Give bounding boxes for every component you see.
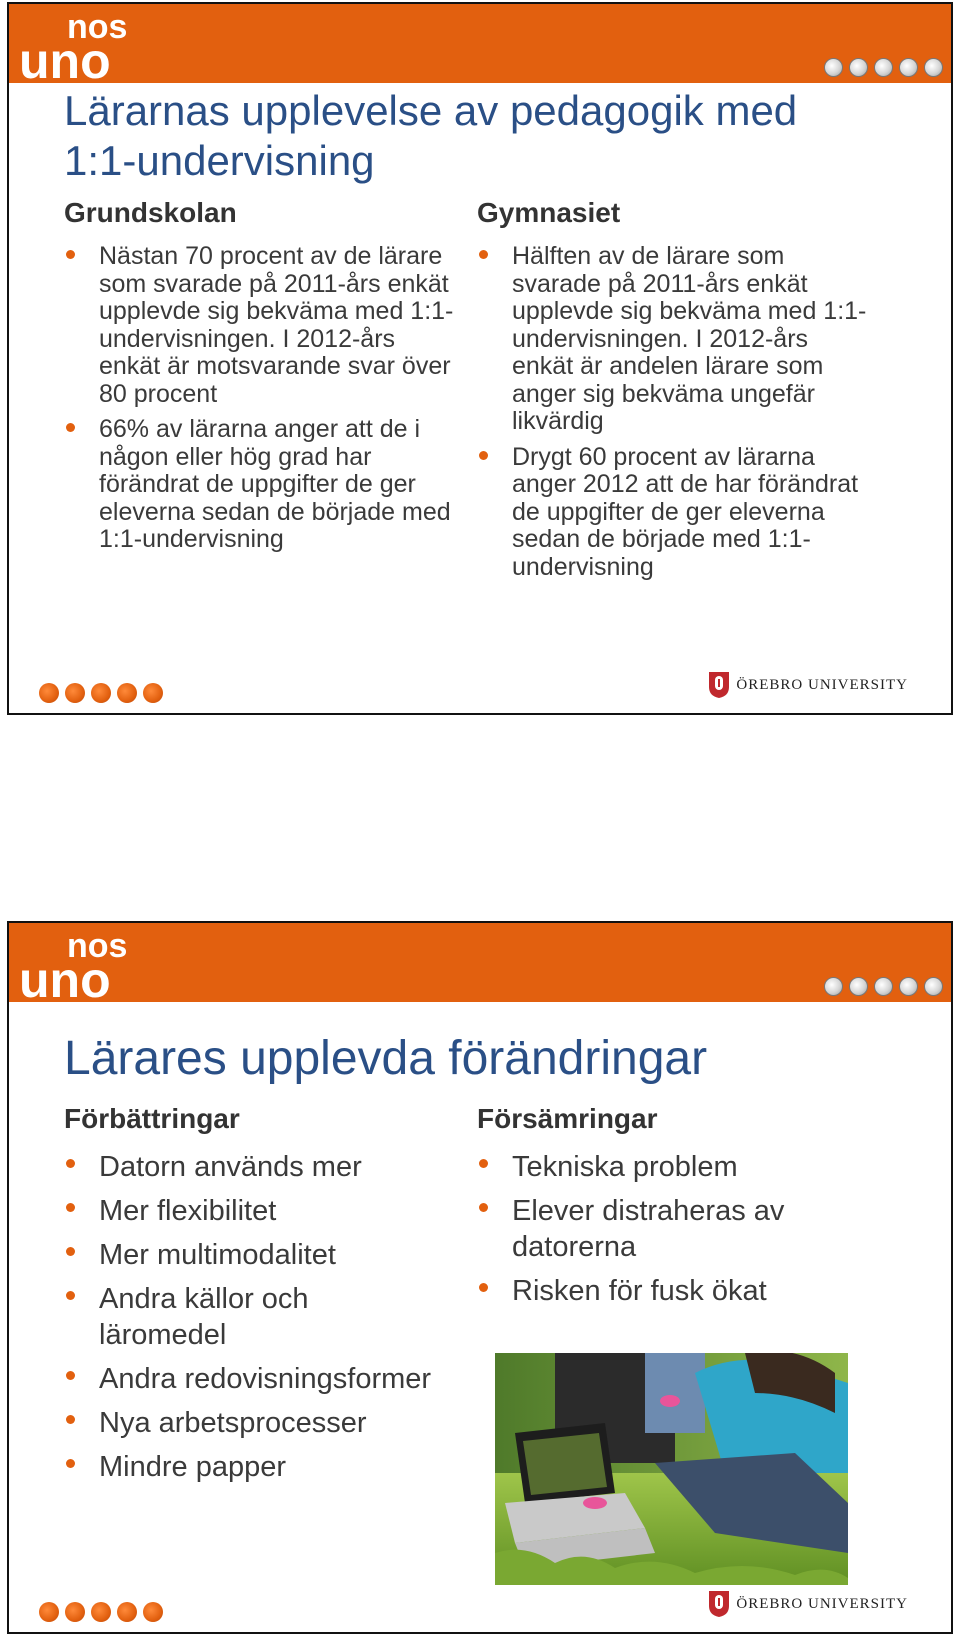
students-with-laptops-photo: [495, 1353, 848, 1585]
bullet-list: [477, 1149, 857, 1309]
university-name: ÖREBRO UNIVERSITY: [736, 676, 908, 693]
list-item: Mindre papper: [64, 1449, 484, 1485]
bullet-list: [477, 243, 867, 581]
slide-title: Lärares upplevda förändringar: [64, 1032, 708, 1085]
dot-icon: [849, 977, 868, 996]
bullet-list: [64, 1149, 484, 1485]
column-heading: Gymnasiet: [477, 197, 621, 228]
decorative-dots-bottom: [39, 683, 163, 703]
dot-icon: [65, 683, 85, 703]
university-logo: [708, 1590, 908, 1618]
list-item: Mer flexibilitet: [64, 1193, 484, 1229]
header-banner: [9, 923, 951, 1002]
list-item: Datorn används mer: [64, 1149, 484, 1185]
list-item: Andra redovisningsformer: [64, 1361, 484, 1397]
dot-icon: [924, 977, 943, 996]
list-item: Nya arbetsprocesser: [64, 1405, 484, 1441]
column-right: [477, 197, 867, 589]
list-item: Mer multimodalitet: [64, 1237, 484, 1273]
logo-top-text: nos: [67, 8, 128, 46]
dot-icon: [924, 58, 943, 77]
dot-icon: [849, 58, 868, 77]
list-item: Risken för fusk ökat: [477, 1273, 857, 1309]
dot-icon: [117, 1602, 137, 1622]
dot-icon: [143, 1602, 163, 1622]
dot-icon: [39, 1602, 59, 1622]
logo-top-text: nos: [67, 927, 128, 965]
dot-icon: [91, 1602, 111, 1622]
decorative-dots-top: [824, 58, 943, 77]
bullet-list: [64, 243, 454, 554]
dot-icon: [874, 977, 893, 996]
shield-icon: [708, 671, 730, 699]
column-right: [477, 1103, 857, 1317]
list-item: Elever distraheras av datorerna: [477, 1193, 812, 1265]
dot-icon: [143, 683, 163, 703]
slide-title: Lärarnas upplevelse av pedagogik med 1:1-undervisning: [64, 87, 798, 184]
decorative-dots-bottom: [39, 1602, 163, 1622]
dot-icon: [91, 683, 111, 703]
list-item: Nästan 70 procent av de lärare som svarade på 2011-års enkät upplevde sig bekväma med 1:1-undervisningen. I 2012-års enkät är motsvarande svar över 80 procent: [64, 243, 454, 408]
list-item: Hälften av de lärare som svarade på 2011-års enkät upplevde sig bekväma med 1:1-undervisningen. I 2012-års enkät är andelen lärare som anger sig bekväma ungefär likvärdig: [477, 243, 867, 436]
column-heading: Försämringar: [477, 1103, 658, 1134]
list-item: Tekniska problem: [477, 1149, 857, 1185]
column-left: [64, 1103, 484, 1493]
decorative-dots-top: [824, 977, 943, 996]
university-logo: [708, 671, 908, 699]
slide-1: [7, 2, 953, 715]
list-item: Drygt 60 procent av lärarna anger 2012 att de har förändrat de uppgifter de ger eleverna sedan de började med 1:1-undervisning: [477, 444, 867, 582]
logo-bottom-text: uno: [19, 952, 111, 1001]
dot-icon: [899, 977, 918, 996]
slide-2: [7, 921, 953, 1634]
dot-icon: [874, 58, 893, 77]
list-item: Andra källor och läromedel: [64, 1281, 359, 1353]
dot-icon: [824, 58, 843, 77]
unos-uno-logo: [15, 4, 145, 82]
logo-bottom-text: uno: [19, 33, 111, 82]
shield-icon: [708, 1590, 730, 1618]
dot-icon: [65, 1602, 85, 1622]
header-banner: [9, 4, 951, 83]
unos-uno-logo: [15, 923, 145, 1001]
column-left: [64, 197, 454, 562]
dot-icon: [899, 58, 918, 77]
list-item: 66% av lärarna anger att de i någon eller hög grad har förändrat de uppgifter de ger eleverna sedan de började med 1:1-undervisning: [64, 416, 454, 554]
dot-icon: [39, 683, 59, 703]
dot-icon: [824, 977, 843, 996]
column-heading: Grundskolan: [64, 197, 237, 228]
column-heading: Förbättringar: [64, 1103, 240, 1134]
dot-icon: [117, 683, 137, 703]
university-name: ÖREBRO UNIVERSITY: [736, 1595, 908, 1612]
